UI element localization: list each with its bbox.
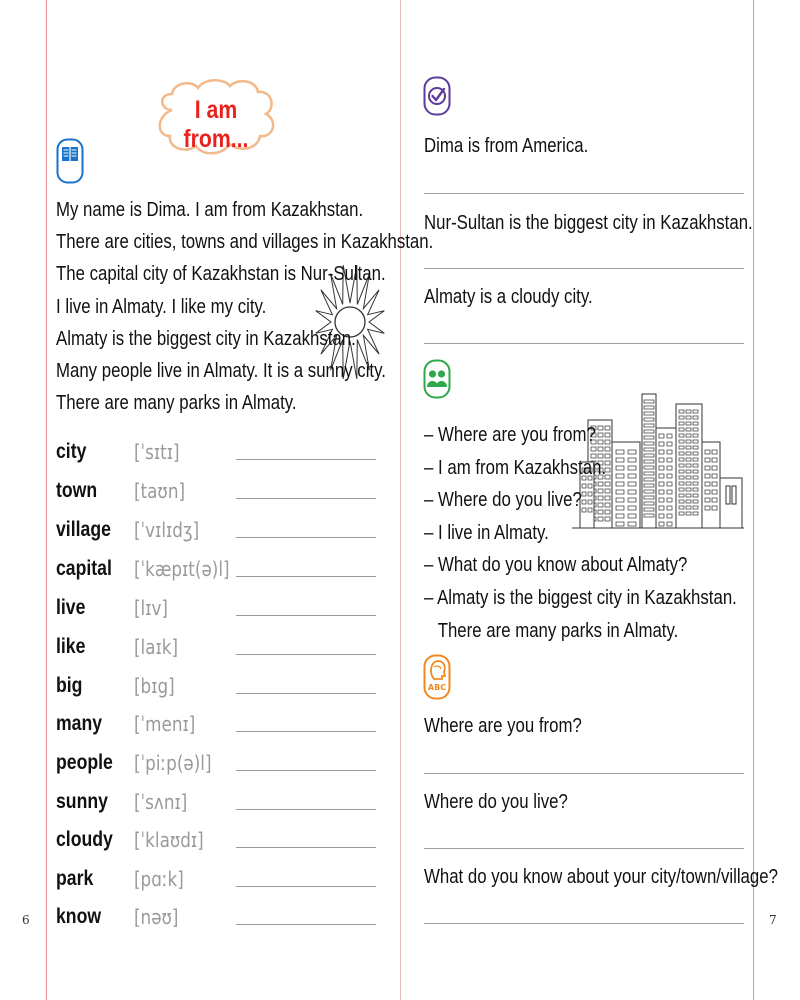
reading-line: My name is Dima. I am from Kazakhstan. [56,199,364,221]
abc-label: ABC [427,683,447,692]
write-line[interactable] [236,498,376,499]
vocab-row [56,748,386,778]
vocab-row [56,825,386,855]
statement-2: Nur-Sultan is the biggest city in Kazakhstan. [424,212,753,234]
reading-line: I live in Almaty. I like my city. [56,295,267,318]
vocab-transcription: [ˈpiːp(ə)l] [134,751,212,775]
page-number-right: 7 [769,913,777,927]
write-line[interactable] [236,847,376,848]
vocab-word: city [56,440,87,463]
answer-line[interactable] [424,773,744,774]
write-line[interactable] [236,809,376,810]
page-number-left: 6 [22,913,30,927]
dialogue-line: – Almaty is the biggest city in Kazakhstan. [424,586,737,609]
vocab-transcription: [lɪv] [134,596,168,620]
answer-line[interactable] [424,268,744,269]
vocab-row [56,787,386,817]
right-margin-line [753,0,754,1000]
vocab-row [56,554,386,584]
dialogue-line: – Where do you live? [424,489,582,512]
vocab-transcription: [ˈmenɪ] [134,712,196,736]
vocab-transcription: [ˈvɪlɪdʒ] [134,518,200,542]
page-title: I am from... [183,96,249,153]
reading-line: There are many parks in Almaty. [56,392,297,415]
question-2: Where do you live? [424,791,568,813]
vocab-word: park [56,867,94,890]
write-line[interactable] [236,615,376,616]
dialogue-line: – Where are you from? [424,424,596,446]
vocab-word: many [56,712,103,735]
write-line[interactable] [236,924,376,925]
statement-1: Dima is from America. [424,135,589,157]
write-line[interactable] [236,576,376,577]
vocab-row [56,476,386,506]
write-line[interactable] [236,886,376,887]
dialogue-line: – What do you know about Almaty? [424,554,688,577]
answer-line[interactable] [424,343,744,344]
check-circle-icon [423,76,451,121]
people-icon [423,359,451,404]
abc-head-icon [423,654,451,700]
left-margin-line [46,0,47,1000]
answer-line[interactable] [424,923,744,924]
vocab-row [56,902,386,932]
vocab-word: know [56,905,102,928]
vocab-word: like [56,635,86,658]
vocab-row [56,864,386,894]
vocab-transcription: [ˈklaʊdɪ] [134,828,204,852]
book-icon [56,138,84,189]
write-line[interactable] [236,459,376,460]
question-3: What do you know about your city/town/village? [424,866,778,888]
write-line[interactable] [236,693,376,694]
vocab-transcription: [taʊn] [134,479,186,503]
vocab-row [56,709,386,739]
vocab-transcription: [nəʊ] [134,905,179,929]
statement-3: Almaty is a cloudy city. [424,286,593,308]
vocab-word: village [56,518,111,541]
vocab-row [56,632,386,662]
dialogue-line: – I live in Almaty. [424,521,549,544]
vocab-row [56,515,386,545]
write-line[interactable] [236,731,376,732]
vocab-transcription: [ˈkæpɪt(ə)l] [134,557,230,581]
vocab-row [56,593,386,623]
title-cloud [152,76,280,160]
answer-line[interactable] [424,193,744,194]
vocab-word: people [56,751,113,774]
reading-line: There are cities, towns and villages in Kazakhstan. [56,231,434,254]
vocab-transcription: [ˈsɪtɪ] [134,440,180,464]
reading-line: The capital city of Kazakhstan is Nur-Sultan. [56,263,386,286]
vocab-word: capital [56,557,112,580]
gutter-line [400,0,401,1000]
vocab-word: cloudy [56,828,113,851]
vocab-row [56,437,386,467]
dialogue-line: There are many parks in Almaty. [424,619,679,642]
write-line[interactable] [236,537,376,538]
vocab-transcription: [pɑːk] [134,867,184,891]
reading-line: Many people live in Almaty. It is a sunny city. [56,359,386,382]
vocab-word: town [56,479,98,502]
vocab-transcription: [laɪk] [134,635,179,659]
answer-line[interactable] [424,848,744,849]
reading-line: Almaty is the biggest city in Kazakhstan. [56,327,356,350]
vocab-word: big [56,674,83,697]
dialogue-line: – I am from Kazakhstan. [424,456,607,479]
reading-text [56,194,434,419]
vocab-word: live [56,596,86,619]
vocab-transcription: [bɪg] [134,674,175,698]
vocab-transcription: [ˈsʌnɪ] [134,790,188,814]
write-line[interactable] [236,770,376,771]
vocab-row [56,671,386,701]
question-1: Where are you from? [424,715,582,737]
vocab-word: sunny [56,790,108,813]
dialogue [424,419,744,647]
write-line[interactable] [236,654,376,655]
